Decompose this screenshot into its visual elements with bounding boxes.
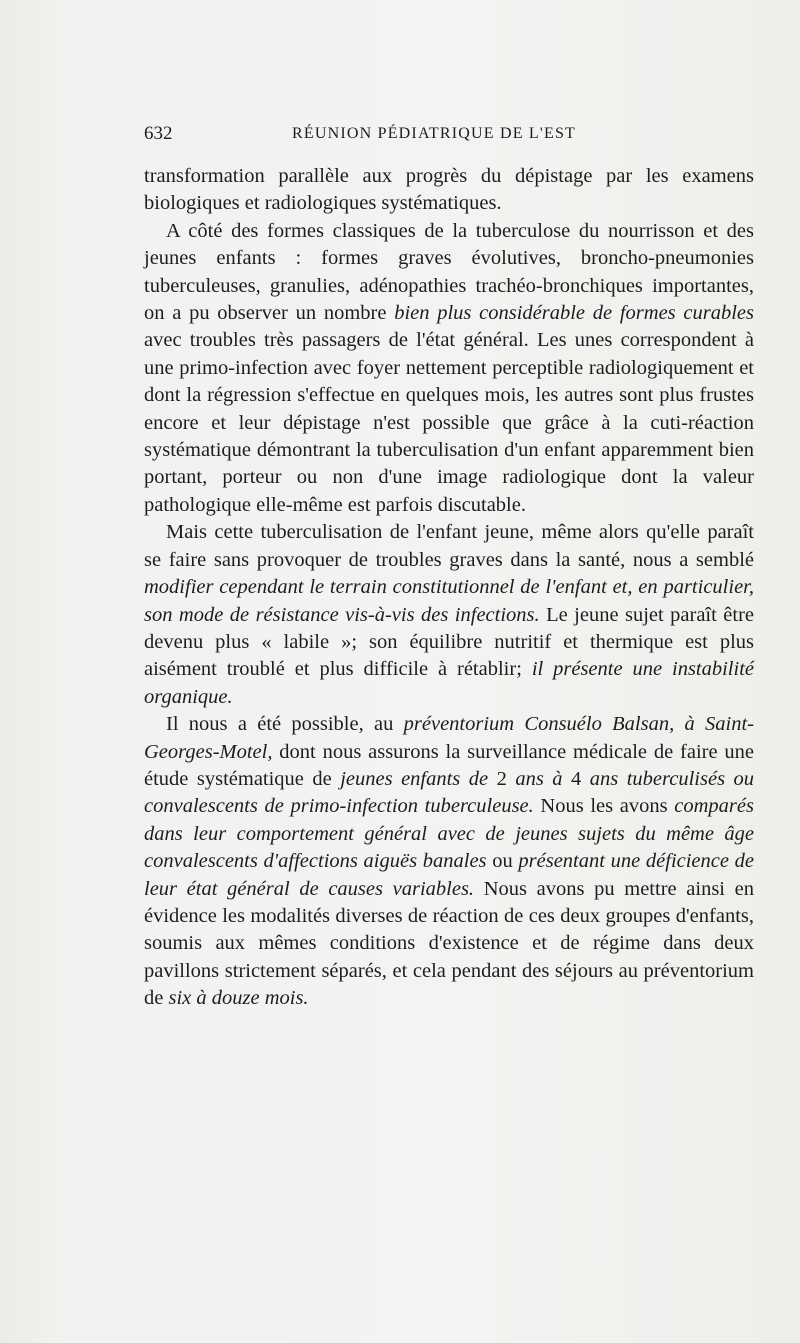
- paragraph-4-italic-f: ans à: [515, 767, 563, 790]
- paragraph-1-text: transformation parallèle aux progrès du dépistage par les examens biologiques et radiologiques systématiques.: [144, 165, 754, 215]
- paragraph-4-italic-l: présentant une déficience de leur état général de causes variables.: [144, 850, 755, 900]
- paragraph-3-text-c: Le jeune sujet paraît être devenu plus « labile »; son équilibre nutritif et thermique est plus aisément troublé et plus difficile à rétablir;: [144, 603, 754, 681]
- paragraph-4-text-a: Il nous a été possible, au: [166, 713, 404, 736]
- paragraph-4-italic-b: préventorium Consuélo Balsan, à Saint-Georges-Motel,: [144, 713, 754, 763]
- paragraph-4-italic-j: comparés dans leur comportement général avec de jeunes sujets du même âge convalescents d'affections aiguës banales: [144, 795, 754, 873]
- paragraph-4-italic-n: six à douze mois.: [168, 987, 309, 1010]
- page-number: 632: [144, 123, 173, 144]
- paragraph-3-italic-b: modifier cependant le terrain constitutionnel de l'enfant et, en particulier, son mode de résistance vis-à-vis des infections.: [144, 576, 754, 626]
- paragraph-4-italic-h: ans tuberculisés ou convalescents de primo-infection tuberculeuse.: [144, 767, 755, 818]
- paragraph-3-italic-d: il présente une instabilité organique.: [144, 658, 754, 708]
- paragraph-1: [144, 163, 754, 218]
- paragraph-2-text-c: avec troubles très passagers de l'état général. Les unes correspondent à une primo-infection avec foyer nettement perceptible radiologiquement et dont la régression s'effectue en quelques mois, les autres sont plus frustes encore et leur dépistage n'est possible que grâce à la cuti-réaction systématique démontrant la tuberculisation d'un enfant apparemment bien portant, porteur ou non d'une image radiologique dont la valeur pathologique elle-même est parfois discutable.: [144, 329, 754, 516]
- paragraph-2: [144, 218, 754, 519]
- paragraph-3: [144, 519, 754, 711]
- body-text: [144, 163, 754, 1013]
- page-header: [144, 121, 754, 147]
- paragraph-4-text-m: Nous avons pu mettre ainsi en évidence les modalités diverses de réaction de ces deux groupes d'enfants, soumis aux mêmes conditions d'existence et de régime dans deux pavillons strictement séparés, et cela pendant des séjours au préventorium de: [144, 877, 754, 1010]
- paragraph-4: [144, 711, 754, 1012]
- paragraph-2-italic-b: bien plus considérable de formes curables: [394, 302, 754, 325]
- paragraph-2-text-a: A côté des formes classiques de la tuberculose du nourrisson et des jeunes enfants : formes graves évolutives, broncho-pneumonies tuberculeuses, granulies, adénopathies trachéo-bronchiques importantes, on a pu observer un nombre: [144, 219, 754, 325]
- paragraph-4-text-k: ou: [486, 850, 519, 873]
- paragraph-4-text-c: dont nous assurons la surveillance médicale de faire une étude systématique de: [144, 740, 754, 790]
- paragraph-4-italic-d: jeunes enfants de: [340, 767, 489, 790]
- paragraph-4-text-e: 2: [488, 767, 516, 790]
- paragraph-3-text-a: Mais cette tuberculisation de l'enfant jeune, même alors qu'elle paraît se faire sans provoquer de troubles graves dans la santé, nous a semblé: [144, 521, 754, 571]
- paragraph-4-text-i: Nous les avons: [533, 795, 675, 818]
- running-head: RÉUNION PÉDIATRIQUE DE L'EST: [292, 125, 577, 142]
- paragraph-4-text-g: 4: [562, 767, 590, 790]
